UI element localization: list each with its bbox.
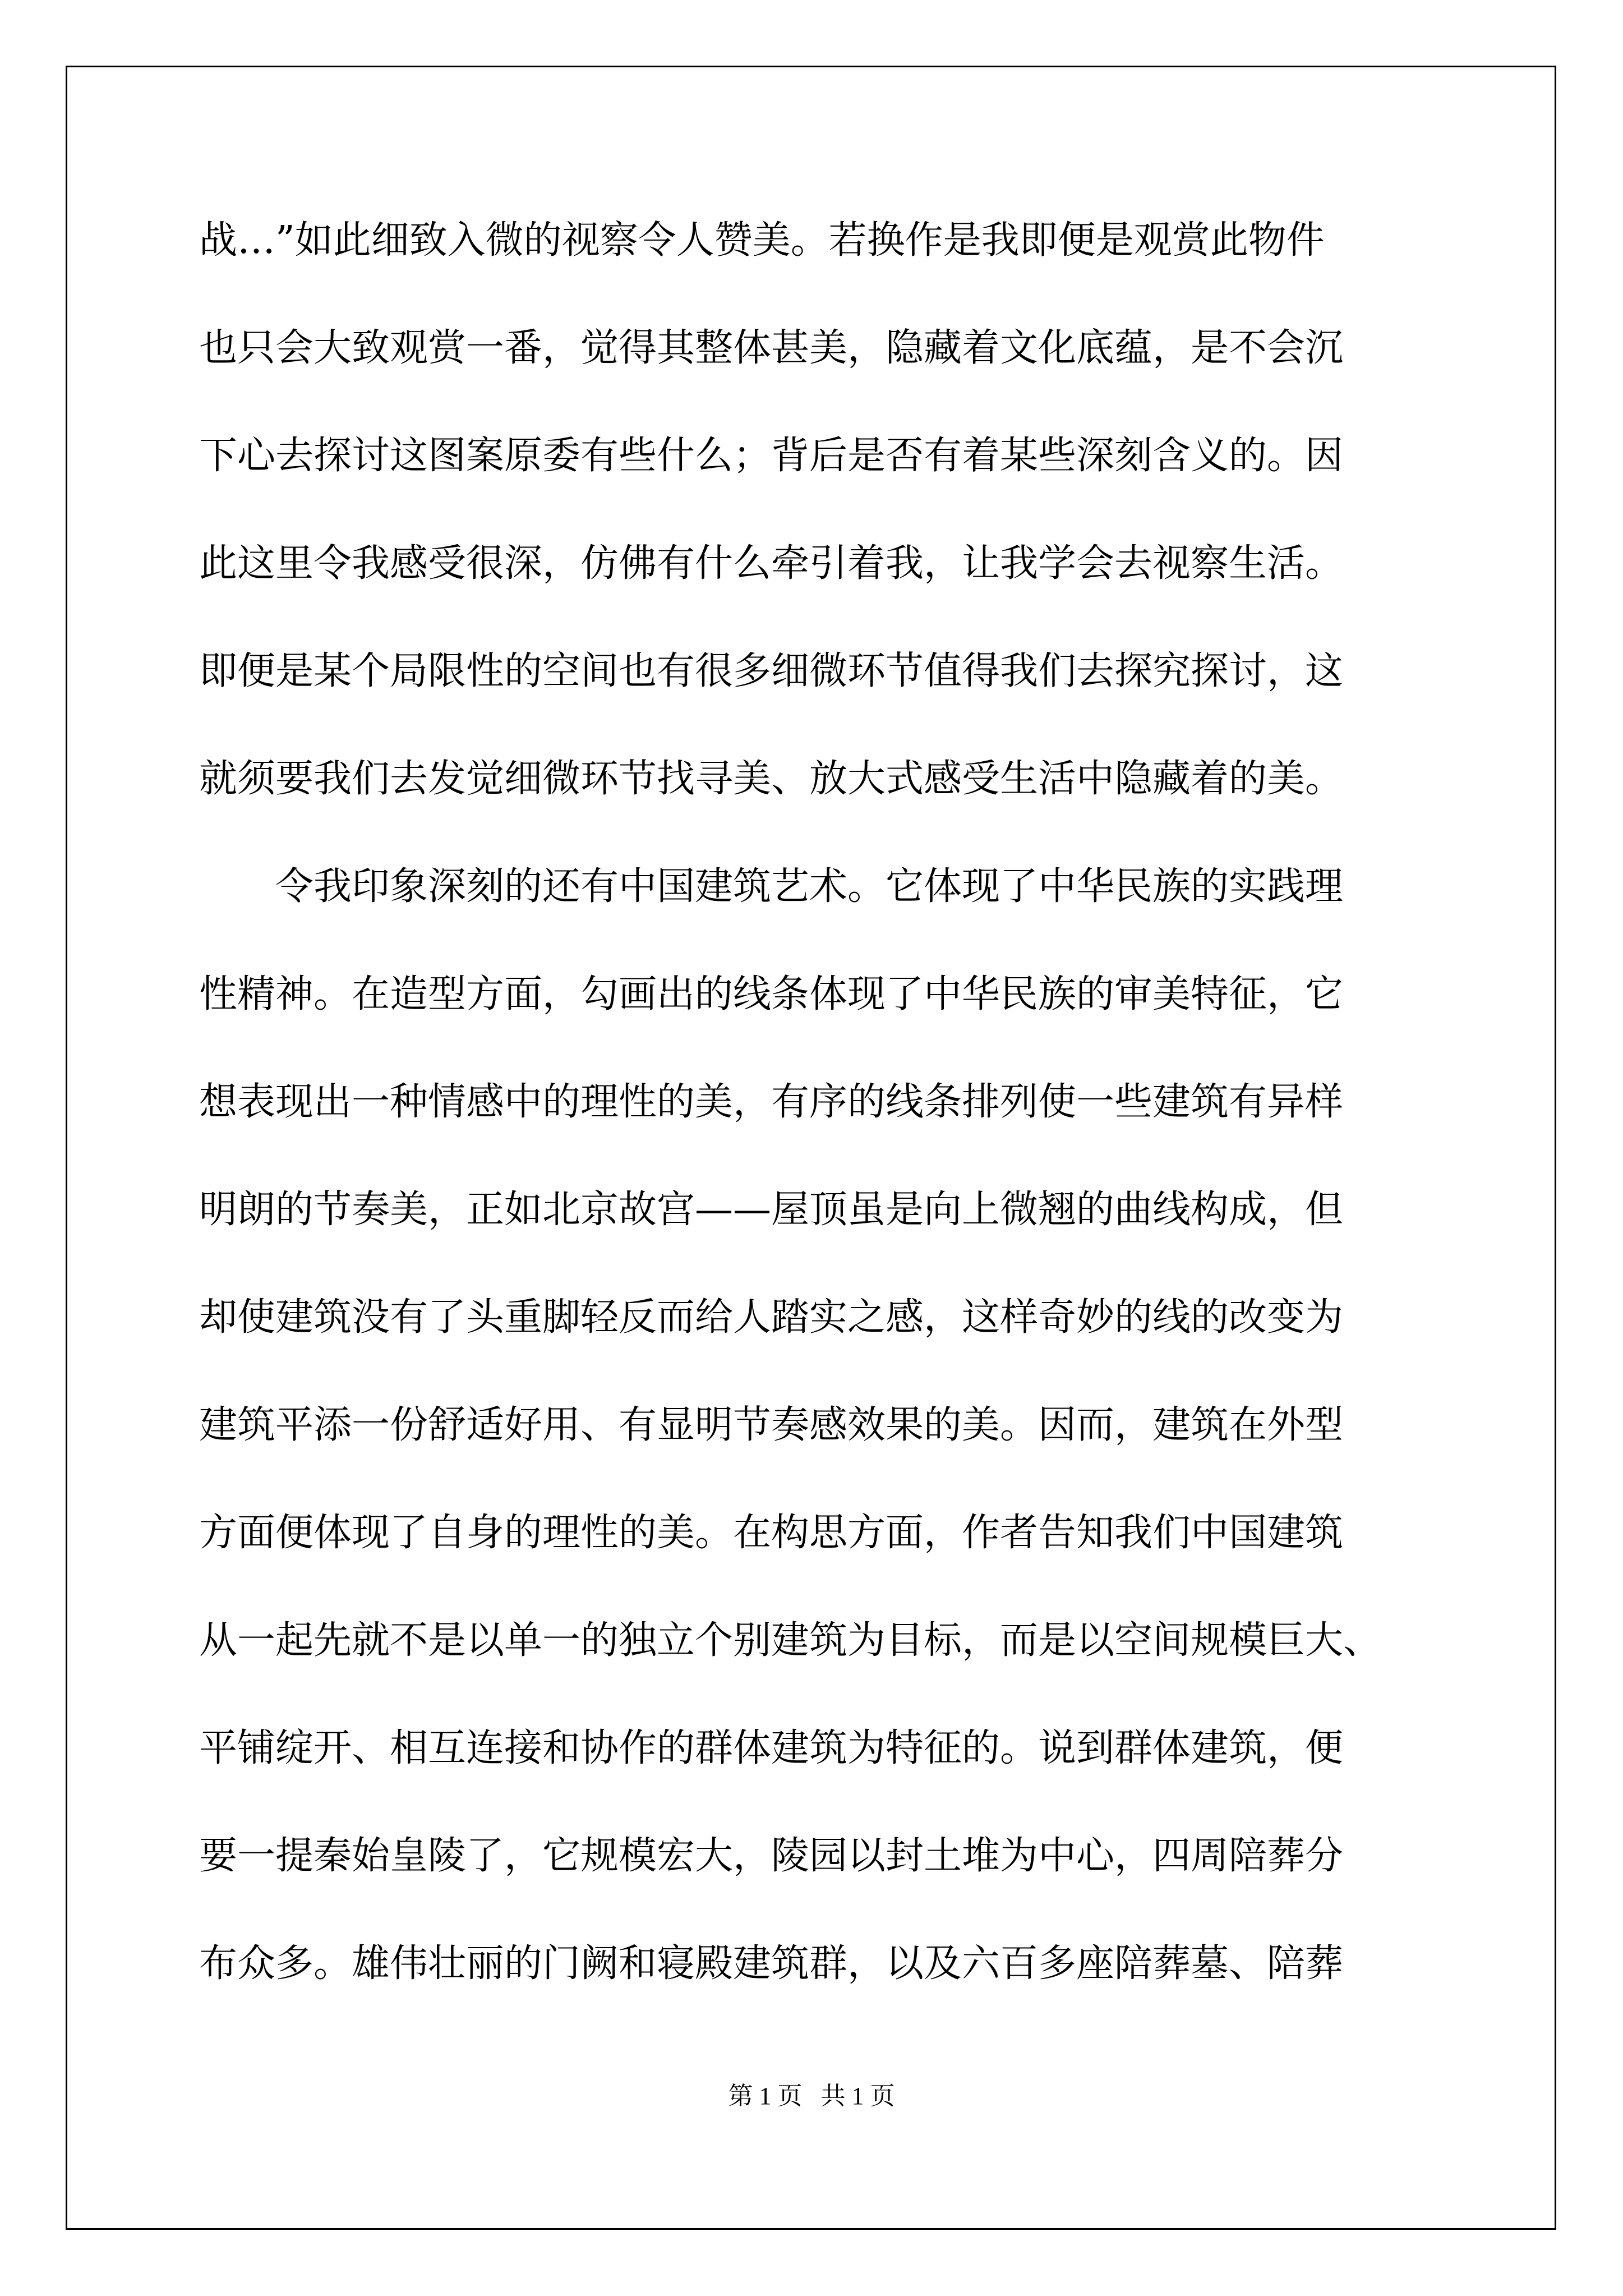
text-line: 令我印象深刻的还有中国建筑艺术。它体现了中华民族的实践理 <box>275 864 1344 909</box>
text-line: 下心去探讨这图案原委有些什么；背后是否有着某些深刻含义的。因 <box>199 434 1344 478</box>
text-line: 方面便体现了自身的理性的美。在构思方面，作者告知我们中国建筑 <box>199 1511 1344 1555</box>
page-footer: 第 1 页 共 1 页 <box>728 2082 895 2110</box>
text-line: 从一起先就不是以单一的独立个别建筑为目标，而是以空间规模巨大、 <box>199 1618 1382 1663</box>
text-line: 也只会大致观赏一番，觉得其整体甚美，隐藏着文化底蕴，是不会沉 <box>199 326 1344 370</box>
text-line: 布众多。雄伟壮丽的门阙和寝殿建筑群，以及六百多座陪葬墓、陪葬 <box>199 1941 1344 1986</box>
text-line: 性精神。在造型方面，勾画出的线条体现了中华民族的审美特征，它 <box>199 972 1344 1016</box>
text-line: 明朗的节奏美，正如北京故宫——屋顶虽是向上微翘的曲线构成，但 <box>199 1188 1344 1232</box>
text-line: 即便是某个局限性的空间也有很多细微环节值得我们去探究探讨，这 <box>199 649 1344 693</box>
text-line: 想表现出一种情感中的理性的美，有序的线条排列使一些建筑有异样 <box>199 1080 1344 1124</box>
text-line: 建筑平添一份舒适好用、有显明节奏感效果的美。因而，建筑在外型 <box>199 1403 1344 1447</box>
text-line: 此这里令我感受很深，仿佛有什么牵引着我，让我学会去视察生活。 <box>199 541 1344 586</box>
document-body <box>199 216 1433 2047</box>
text-line: 却使建筑没有了头重脚轻反而给人踏实之感，这样奇妙的线的改变为 <box>199 1295 1344 1340</box>
text-line: 战…”如此细致入微的视察令人赞美。若换作是我即便是观赏此物件 <box>199 218 1325 263</box>
text-line: 要一提秦始皇陵了，它规模宏大，陵园以封土堆为中心，四周陪葬分 <box>199 1834 1344 1878</box>
text-line: 就须要我们去发觉细微环节找寻美、放大式感受生活中隐藏着的美。 <box>199 757 1344 801</box>
text-line: 平铺绽开、相互连接和协作的群体建筑为特征的。说到群体建筑，便 <box>199 1726 1344 1770</box>
